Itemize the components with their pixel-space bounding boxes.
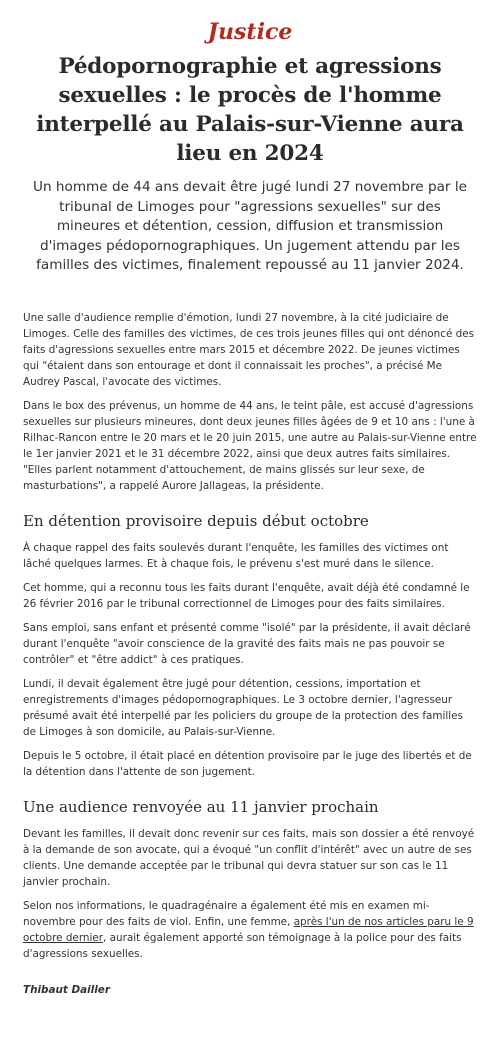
- article-title: Pédopornographie et agressions sexuelles : le procès de l'homme interpellé au Palais-sur-Vienne aura lieu en 2024: [36, 54, 464, 166]
- paragraph: [23, 898, 477, 962]
- paragraph: Une salle d'audience remplie d'émotion, lundi 27 novembre, à la cité judiciaire de Limoges. Celle des familles des victimes, de ces trois jeunes filles qui ont dénoncé des faits d'agressions sexuelles entre mars 2015 et décembre 2022. De jeunes victimes qui "étaient dans son entourage et dont il connaissait les proches", a précisé Me Audrey Pascal, l'avocate des victimes.: [23, 311, 475, 388]
- section-rubric[interactable]: Justice: [207, 19, 293, 45]
- author-name: Thibaut Dailler: [23, 983, 110, 996]
- paragraph-text: , aurait également apporté son témoignage à la police pour des faits d'agressions sexuelles.: [23, 931, 462, 960]
- article-body: [23, 310, 477, 996]
- paragraph: Devant les familles, il devait donc revenir sur ces faits, mais son dossier a été renvoyé à la demande de son avocate, qui a évoqué "un conflit d'intérêt" avec un autre de ses clients. Une demande acceptée par le tribunal qui devra statuer sur son cas le 11 janvier prochain.: [23, 827, 475, 888]
- paragraph: Sans emploi, sans enfant et présenté comme "isolé" par la présidente, il avait déclaré durant l'enquête "avoir conscience de la gravité des faits mais ne pas pouvoir se contrôler" et "être addict" à ces pratiques.: [23, 621, 471, 666]
- paragraph: Lundi, il devait également être jugé pour détention, cessions, importation et enregistrements d'images pédopornographiques. Le 3 octobre dernier, l'agresseur présumé avait été interpellé par les policiers du groupe de la protection des familles de Limoges à son domicile, au Palais-sur-Vienne.: [23, 677, 463, 738]
- related-article-link[interactable]: après l'un de nos articles paru le 9 octobre dernier: [23, 915, 474, 944]
- paragraph: À chaque rappel des faits soulevés durant l'enquête, les familles des victimes ont lâché quelques larmes. Et à chaque fois, le prévenu s'est muré dans le silence.: [23, 541, 449, 570]
- paragraph: Cet homme, qui a reconnu tous les faits durant l'enquête, avait déjà été condamné le 26 février 2016 par le tribunal correctionnel de Limoges pour des faits similaires.: [23, 581, 470, 610]
- section-heading: Une audience renvoyée au 11 janvier prochain: [23, 797, 379, 816]
- paragraph-text: Selon nos informations, le quadragénaire a également été mis en examen mi-novembre pour des faits de viol. Enfin, une femme,: [23, 899, 430, 928]
- paragraph: Depuis le 5 octobre, il était placé en détention provisoire par le juge des libertés et de la détention dans l'attente de son jugement.: [23, 749, 472, 778]
- article-lead: Un homme de 44 ans devait être jugé lundi 27 novembre par le tribunal de Limoges pour "agressions sexuelles" sur des mineures et détention, cession, diffusion et transmission d'images pédopornographiques. Un jugement attendu par les familles des victimes, finalement repoussé au 11 janvier 2024.: [33, 179, 467, 273]
- paragraph: Dans le box des prévenus, un homme de 44 ans, le teint pâle, est accusé d'agressions sexuelles sur plusieurs mineures, dont deux jeunes filles âgées de 9 et 10 ans : l'une à Rilhac-Rancon entre le 20 mars et le 20 juin 2015, une autre au Palais-sur-Vienne entre le 1er janvier 2021 et le 31 décembre 2022, ainsi que deux autres faits similaires. "Elles parlent notamment d'attouchement, de mains glissés sur leur sexe, de masturbations", a rappelé Aurore Jallageas, la présidente.: [23, 399, 477, 492]
- section-heading: En détention provisoire depuis début octobre: [23, 511, 369, 530]
